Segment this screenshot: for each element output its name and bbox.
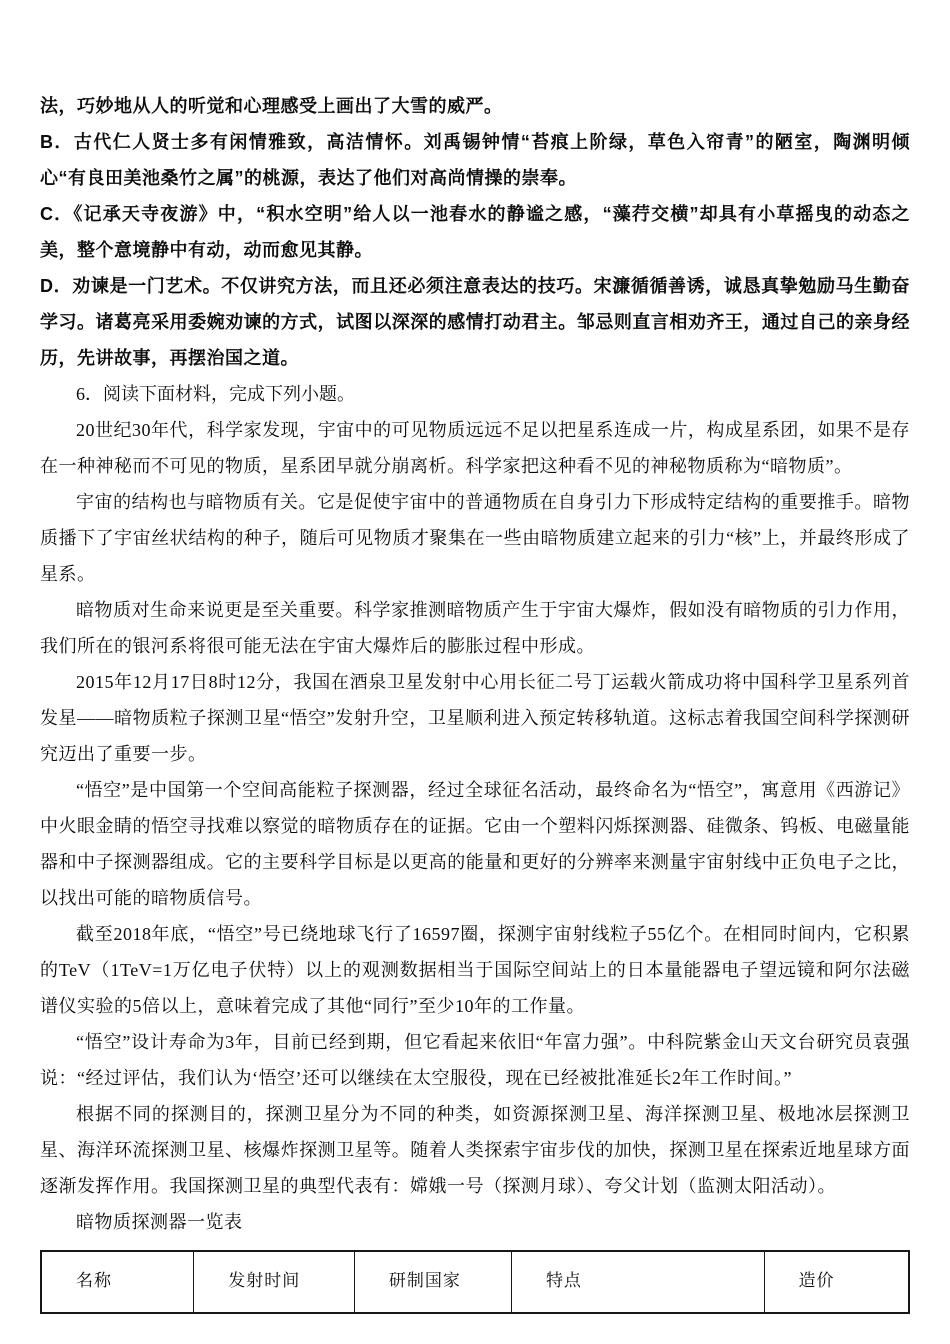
- table-header-name: 名称: [41, 1251, 194, 1313]
- table-header-cost: 造价: [764, 1251, 909, 1313]
- option-d: D．劝谏是一门艺术。不仅讲究方法，而且还必须注意表达的技巧。宋濂循循善诱，诚恳真挚勉励马生勤奋学习。诸葛亮采用委婉劝谏的方式，试图以深深的感情打动君主。邹忌则直言相劝齐王，通过自己的亲身经历，先讲故事，再摆治国之道。: [40, 276, 910, 368]
- table-header-country: 研制国家: [354, 1251, 511, 1313]
- question-6-intro: 6．阅读下面材料，完成下列小题。: [76, 384, 355, 404]
- material-paragraph-8: 根据不同的探测目的，探测卫星分为不同的种类，如资源探测卫星、海洋探测卫星、极地冰层探测卫星、海洋环流探测卫星、核爆炸探测卫星等。随着人类探索宇宙步伐的加快，探测卫星在探索近地星球方面逐渐发挥作用。我国探测卫星的典型代表有：嫦娥一号（探测月球）、夸父计划（监测太阳活动）。: [40, 1104, 910, 1196]
- reading-material-section: [40, 412, 910, 1204]
- option-b: B．古代仁人贤士多有闲情雅致，高洁情怀。刘禹锡钟情“苔痕上阶绿，草色入帘青”的陋室，陶渊明倾心“有良田美池桑竹之属”的桃源，表达了他们对高尚情操的崇奉。: [40, 132, 910, 188]
- table-header-launch-time: 发射时间: [194, 1251, 355, 1313]
- answer-options-section: [40, 88, 910, 376]
- material-paragraph-4: 2015年12月17日8时12分，我国在酒泉卫星发射中心用长征二号丁运载火箭成功将中国科学卫星系列首发星——暗物质粒子探测卫星“悟空”发射升空，卫星顺利进入预定转移轨道。这标志着我国空间科学探测研究迈出了重要一步。: [40, 672, 910, 764]
- option-c: C．《记承天寺夜游》中，“积水空明”给人以一池春水的静谧之感，“藻荇交横”却具有小草摇曳的动态之美，整个意境静中有动，动而愈见其静。: [40, 204, 910, 260]
- detector-table-caption: 暗物质探测器一览表: [76, 1212, 243, 1232]
- dark-matter-detector-table: [40, 1250, 910, 1314]
- table-header-features: 特点: [511, 1251, 764, 1313]
- material-paragraph-1: 20世纪30年代，科学家发现，宇宙中的可见物质远远不足以把星系连成一片，构成星系团，如果不是存在一种神秘而不可见的物质，星系团早就分崩离析。科学家把这种看不见的神秘物质称为“暗物质”。: [40, 420, 910, 476]
- material-paragraph-5: “悟空”是中国第一个空间高能粒子探测器，经过全球征名活动，最终命名为“悟空”，寓意用《西游记》中火眼金睛的悟空寻找难以察觉的暗物质存在的证据。它由一个塑料闪烁探测器、硅微条、钨板、电磁量能器和中子探测器组成。它的主要科学目标是以更高的能量和更好的分辨率来测量宇宙射线中正负电子之比，以找出可能的暗物质信号。: [40, 780, 910, 908]
- material-paragraph-2: 宇宙的结构也与暗物质有关。它是促使宇宙中的普通物质在自身引力下形成特定结构的重要推手。暗物质播下了宇宙丝状结构的种子，随后可见物质才聚集在一些由暗物质建立起来的引力“核”上，并最终形成了星系。: [40, 492, 910, 584]
- material-paragraph-3: 暗物质对生命来说更是至关重要。科学家推测暗物质产生于宇宙大爆炸，假如没有暗物质的引力作用，我们所在的银河系将很可能无法在宇宙大爆炸后的膨胀过程中形成。: [40, 600, 910, 656]
- detector-table-header-row: [41, 1251, 909, 1313]
- option-a-continuation: 法，巧妙地从人的听觉和心理感受上画出了大雪的威严。: [40, 96, 503, 116]
- material-paragraph-7: “悟空”设计寿命为3年，目前已经到期，但它看起来依旧“年富力强”。中科院紫金山天文台研究员袁强说：“经过评估，我们认为‘悟空’还可以继续在太空服役，现在已经被批准延长2年工作时间。”: [40, 1032, 910, 1088]
- material-paragraph-6: 截至2018年底，“悟空”号已绕地球飞行了16597圈，探测宇宙射线粒子55亿个。在相同时间内，它积累的TeV（1TeV=1万亿电子伏特）以上的观测数据相当于国际空间站上的日本量能器电子望远镜和阿尔法磁谱仪实验的5倍以上，意味着完成了其他“同行”至少10年的工作量。: [40, 924, 910, 1016]
